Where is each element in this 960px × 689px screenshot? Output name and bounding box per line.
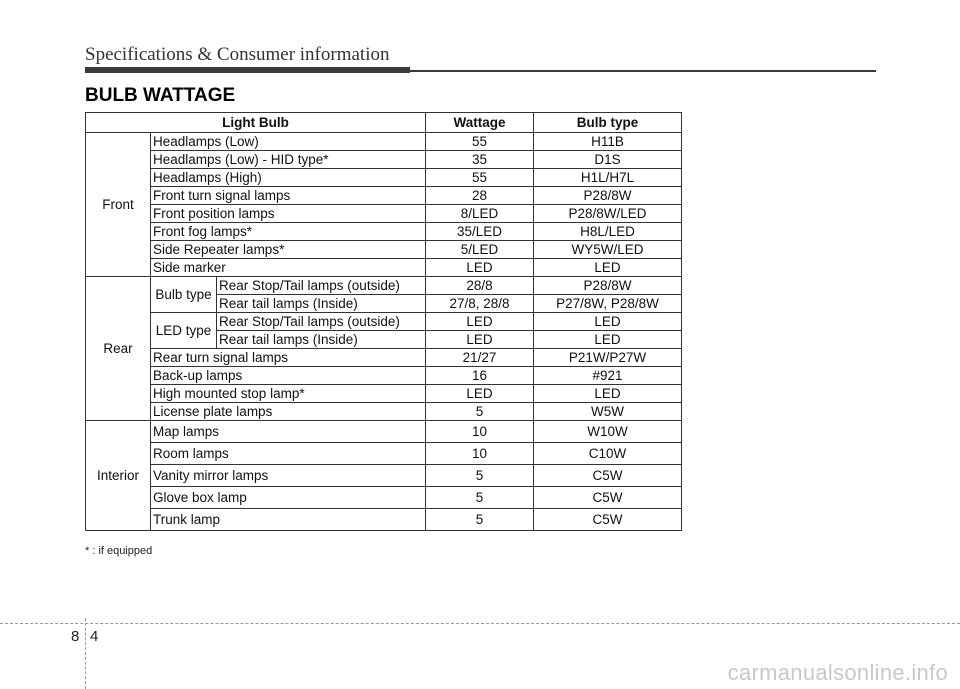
table-header-row [86,113,682,133]
wattage-cell: 28 [426,187,534,205]
subgroup-bulb-type: Bulb type [151,277,217,313]
bulb-type-cell: WY5W/LED [534,241,682,259]
bulb-type-cell: #921 [534,367,682,385]
table-row [86,385,682,403]
title-underline-thin [410,70,876,72]
table-row [86,487,682,509]
table-row [86,169,682,187]
lamp-name: Front position lamps [151,205,426,223]
footer-divider [0,623,960,624]
bulb-type-cell: W5W [534,403,682,421]
wattage-cell: 35/LED [426,223,534,241]
table-row [86,349,682,367]
bulb-type-cell: P28/8W [534,277,682,295]
lamp-name: Rear tail lamps (Inside) [217,295,426,313]
lamp-name: Headlamps (High) [151,169,426,187]
bulb-type-cell: D1S [534,151,682,169]
lamp-name: Trunk lamp [151,509,426,531]
group-front: Front [86,133,151,277]
bulb-type-cell: P28/8W/LED [534,205,682,223]
subgroup-led-type: LED type [151,313,217,349]
wattage-cell: LED [426,259,534,277]
table-row [86,259,682,277]
wattage-cell: 27/8, 28/8 [426,295,534,313]
wattage-cell: 55 [426,133,534,151]
title-underline-thick [85,67,410,73]
lamp-name: Back-up lamps [151,367,426,385]
lamp-name: Room lamps [151,443,426,465]
column-header-wattage: Wattage [426,113,534,133]
bulb-type-cell: H8L/LED [534,223,682,241]
table-row [86,223,682,241]
lamp-name: Side marker [151,259,426,277]
page-number-section: 8 [71,628,80,645]
wattage-cell: 10 [426,421,534,443]
group-interior: Interior [86,421,151,531]
table-row [86,277,682,295]
lamp-name: Map lamps [151,421,426,443]
bulb-type-cell: C5W [534,509,682,531]
wattage-cell: 5/LED [426,241,534,259]
lamp-name: Headlamps (Low) [151,133,426,151]
wattage-cell: 5 [426,487,534,509]
table-row [86,403,682,421]
lamp-name: Side Repeater lamps* [151,241,426,259]
watermark-text: carmanualsonline.info [727,660,948,685]
footnote: * : if equipped [85,545,153,557]
page-number: 4 [90,628,99,645]
lamp-name: Vanity mirror lamps [151,465,426,487]
wattage-cell: 35 [426,151,534,169]
column-header-light-bulb: Light Bulb [86,113,426,133]
bulb-type-cell: LED [534,385,682,403]
table-row [86,151,682,169]
bulb-wattage-table [85,112,682,531]
bulb-type-cell: C10W [534,443,682,465]
table-row [86,465,682,487]
group-rear: Rear [86,277,151,421]
footer-page-divider [85,618,86,689]
wattage-cell: 28/8 [426,277,534,295]
bulb-type-cell: LED [534,259,682,277]
bulb-type-cell: C5W [534,465,682,487]
lamp-name: Rear Stop/Tail lamps (outside) [217,277,426,295]
table-row [86,367,682,385]
lamp-name: High mounted stop lamp* [151,385,426,403]
bulb-type-cell: C5W [534,487,682,509]
table-row [86,443,682,465]
table-row [86,509,682,531]
wattage-cell: 55 [426,169,534,187]
bulb-type-cell: P27/8W, P28/8W [534,295,682,313]
wattage-cell: 5 [426,509,534,531]
page-heading: BULB WATTAGE [85,85,236,106]
table-row [86,187,682,205]
bulb-type-cell: P28/8W [534,187,682,205]
column-header-bulb-type: Bulb type [534,113,682,133]
wattage-cell: 8/LED [426,205,534,223]
lamp-name: Front turn signal lamps [151,187,426,205]
lamp-name: Rear turn signal lamps [151,349,426,367]
table-row [86,421,682,443]
bulb-type-cell: LED [534,313,682,331]
wattage-cell: 16 [426,367,534,385]
lamp-name: Glove box lamp [151,487,426,509]
wattage-cell: 5 [426,403,534,421]
lamp-name: License plate lamps [151,403,426,421]
lamp-name: Headlamps (Low) - HID type* [151,151,426,169]
table-row [86,133,682,151]
lamp-name: Rear Stop/Tail lamps (outside) [217,313,426,331]
wattage-cell: LED [426,385,534,403]
bulb-type-cell: W10W [534,421,682,443]
section-title: Specifications & Consumer information [85,44,390,65]
table-row [86,313,682,331]
wattage-cell: LED [426,313,534,331]
table-row [86,205,682,223]
wattage-cell: 10 [426,443,534,465]
lamp-name: Rear tail lamps (Inside) [217,331,426,349]
bulb-type-cell: LED [534,331,682,349]
lamp-name: Front fog lamps* [151,223,426,241]
bulb-type-cell: H1L/H7L [534,169,682,187]
wattage-cell: 21/27 [426,349,534,367]
bulb-type-cell: P21W/P27W [534,349,682,367]
table-row [86,241,682,259]
bulb-type-cell: H11B [534,133,682,151]
wattage-cell: LED [426,331,534,349]
wattage-cell: 5 [426,465,534,487]
